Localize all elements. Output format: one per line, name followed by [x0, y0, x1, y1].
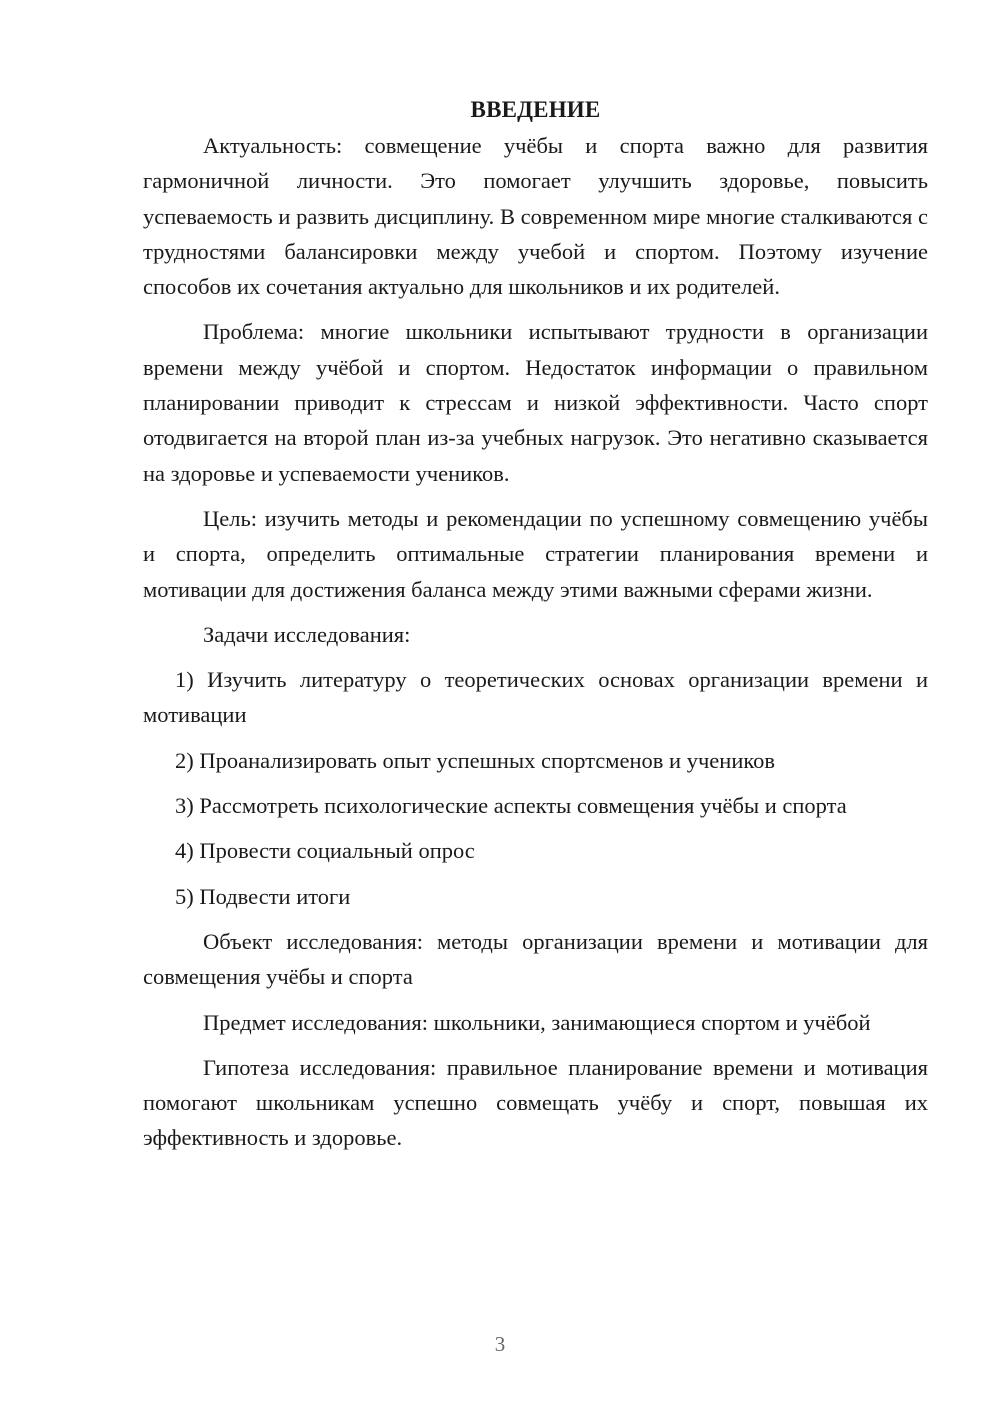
paragraph-problem: Проблема: многие школьники испытывают трудности в организации времени между учёбой и спортом. Недостаток информации о правильном планировании приводит к стрессам и низкой эффективности. Часто спорт отодвигается на второй план из-за учебных нагрузок. Это негативно сказывается на здоровье и успеваемости учеников. [143, 319, 928, 486]
task-item-1: 1) Изучить литературу о теоретических основах организации времени и мотивации [143, 667, 928, 728]
page-number: 3 [494, 1332, 506, 1356]
paragraph-goal: Цель: изучить методы и рекомендации по успешному совмещению учёбы и спорта, определить оптимальные стратегии планирования времени и мотивации для достижения баланса между этими важными сферами жизни. [143, 505, 928, 602]
task-item-3: 3) Рассмотреть психологические аспекты совмещения учёбы и спорта [175, 793, 847, 819]
task-item-4: 4) Провести социальный опрос [175, 838, 475, 864]
paragraph-relevance: Актуальность: совмещение учёбы и спорта важно для развития гармоничной личности. Это помогает улучшить здоровье, повысить успеваемость и развить дисциплину. В современном мире многие сталкиваются с трудностями балансировки между учебой и спортом. Поэтому изучение способов их сочетания актуально для школьников и их родителей. [143, 133, 928, 300]
paragraph-subject: Предмет исследования: школьники, занимающиеся спортом и учёбой [203, 1009, 871, 1035]
section-title: ВВЕДЕНИЕ [470, 97, 601, 122]
task-item-2: 2) Проанализировать опыт успешных спортсменов и учеников [175, 747, 776, 773]
task-item-5: 5) Подвести итоги [175, 883, 351, 909]
document-page [143, 92, 928, 1166]
paragraph-hypothesis: Гипотеза исследования: правильное планирование времени и мотивация помогают школьникам успешно совмещать учёбу и спорт, повышая их эффективность и здоровье. [143, 1054, 928, 1151]
paragraph-object: Объект исследования: методы организации времени и мотивации для совмещения учёбы и спорта [143, 928, 928, 990]
tasks-heading: Задачи исследования: [203, 621, 411, 647]
